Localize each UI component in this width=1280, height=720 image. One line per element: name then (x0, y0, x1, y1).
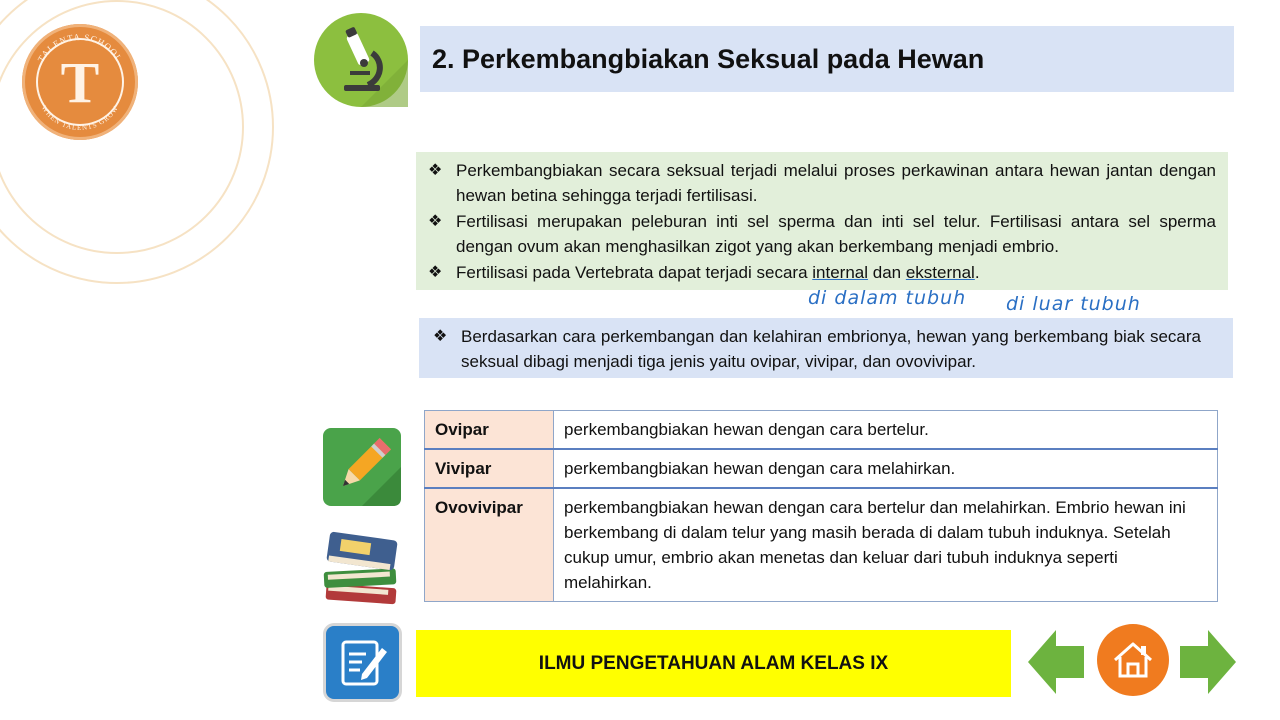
bullet-icon: ❖ (428, 264, 443, 281)
bullet-text (456, 260, 1216, 285)
home-button[interactable] (1097, 624, 1169, 696)
term-cell: Ovovivipar (425, 488, 554, 602)
home-icon (1097, 624, 1169, 696)
description-cell: perkembangbiakan hewan dengan cara bertelur dan melahirkan. Embrio hewan ini berkembang di dalam telur yang masih berada di dalam tubuh induknya. Setelah cukup umur, embrio akan menetas dan keluar dari tubuh induknya seperti melahirkan. (554, 488, 1218, 602)
logo-monogram: T (60, 49, 100, 115)
bullet-text-middle: dan (868, 263, 906, 282)
pencil-tile[interactable] (323, 428, 401, 506)
arrow-right-icon (1180, 630, 1236, 694)
title-bar (420, 26, 1234, 92)
bullet-text-suffix: . (974, 263, 980, 282)
note-edit-icon (326, 626, 399, 699)
bullet-icon: ❖ (428, 213, 443, 230)
notes-button[interactable] (326, 626, 399, 699)
bullet-text-prefix: Fertilisasi pada Vertebrata dapat terjadi secara (456, 263, 813, 282)
description-cell: perkembangbiakan hewan dengan cara melahirkan. (554, 449, 1218, 488)
arrow-left-icon (1028, 630, 1084, 694)
footer-label: ILMU PENGETAHUAN ALAM KELAS IX (538, 652, 889, 674)
description-cell: perkembangbiakan hewan dengan cara bertelur. (554, 411, 1218, 450)
bullet-icon: ❖ (428, 162, 443, 179)
school-logo (22, 24, 138, 140)
books-image (322, 526, 402, 608)
microscope-icon (314, 13, 408, 107)
term-eksternal: eksternal (905, 263, 975, 282)
svg-text:WHEN TALENTS GROW: WHEN TALENTS GROW (39, 104, 121, 133)
annotation-internal: di dalam tubuh (808, 287, 967, 309)
classification-info-box (419, 318, 1233, 378)
term-cell: Vivipar (425, 449, 554, 488)
next-button[interactable] (1180, 630, 1236, 699)
microscope-badge (314, 13, 408, 107)
bullet-icon: ❖ (433, 328, 448, 345)
bullet-text: Berdasarkan cara perkembangan dan kelahiran embrionya, hewan yang berkembang biak secara seksual dibagi menjadi tiga jenis yaitu ovipar, vivipar, dan ovovivipar. (461, 327, 1201, 371)
bullet-text: Fertilisasi merupakan peleburan inti sel sperma dan inti sel telur. Fertilisasi antara sel sperma dengan ovum akan menghasilkan zigot yang akan berkembang menjadi embrio. (456, 212, 1216, 256)
footer-bar (416, 630, 1011, 697)
table-row (425, 488, 1218, 602)
table-row (425, 449, 1218, 488)
bullet-text: Perkembangbiakan secara seksual terjadi melalui proses perkawinan antara hewan jantan dengan hewan betina sehingga terjadi fertilisasi. (456, 161, 1216, 205)
page-title: 2. Perkembangbiakan Seksual pada Hewan (432, 44, 985, 74)
table-row (425, 411, 1218, 450)
annotation-eksternal: di luar tubuh (1006, 293, 1141, 315)
term-cell: Ovipar (425, 411, 554, 450)
pencil-icon (323, 428, 401, 506)
term-internal: internal (812, 263, 869, 282)
reproduction-types-table (424, 410, 1218, 602)
previous-button[interactable] (1028, 630, 1084, 699)
svg-text:TALENTA SCHOOL: TALENTA SCHOOL (35, 31, 125, 64)
books-icon (322, 526, 402, 608)
fertilization-info-box (416, 152, 1228, 290)
